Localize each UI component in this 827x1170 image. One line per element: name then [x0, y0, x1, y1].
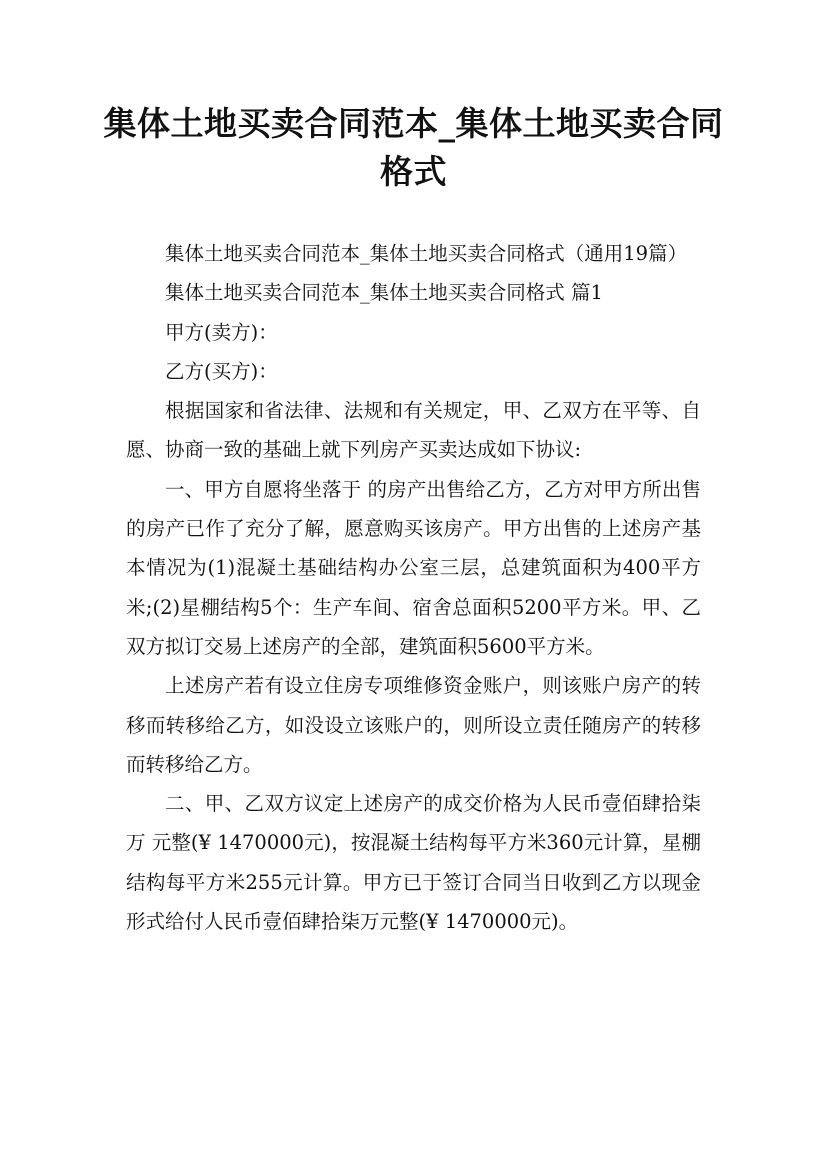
- paragraph-clause-1: 一、甲方自愿将坐落于 的房产出售给乙方，乙方对甲方所出售的房产已作了充分了解，愿意购买该房产。甲方出售的上述房产基本情况为(1)混凝土基础结构办公室三层，总建筑面积为400平方米;(2)星棚结构5个：生产车间、宿舍总面积5200平方米。甲、乙双方拟订交易上述房产的全部，建筑面积5600平方米。: [126, 477, 701, 658]
- paragraph-maintenance-fund: 上述房产若有设立住房专项维修资金账户，则该账户房产的转移而转移给乙方，如没设立该账户的，则所设立责任随房产的转移而转移给乙方。: [126, 674, 701, 776]
- paragraph-subtitle: 集体土地买卖合同范本_集体土地买卖合同格式（通用19篇）: [165, 242, 688, 265]
- paragraph-preamble: 根据国家和省法律、法规和有关规定，甲、乙双方在平等、自愿、协商一致的基础上就下列房产买卖达成如下协议:: [126, 399, 701, 462]
- paragraph-party-b: 乙方(买方)：: [165, 359, 278, 383]
- paragraph-section-heading: 集体土地买卖合同范本_集体土地买卖合同格式 篇1: [165, 281, 603, 305]
- paragraph-clause-2: 二、甲、乙双方议定上述房产的成交价格为人民币壹佰肆拾柒万 元整(¥ 1470000元)，按混凝土结构每平方米360元计算，星棚结构每平方米255元计算。甲方已于签订合同当日收到乙方以现金形式给付人民币壹佰肆拾柒万元整(¥ 1470000元)。: [126, 792, 701, 934]
- document-body: [126, 234, 701, 941]
- paragraph-party-a: 甲方(卖方)：: [165, 320, 278, 344]
- document-title: 集体土地买卖合同范本_集体土地买卖合同格式: [103, 104, 724, 191]
